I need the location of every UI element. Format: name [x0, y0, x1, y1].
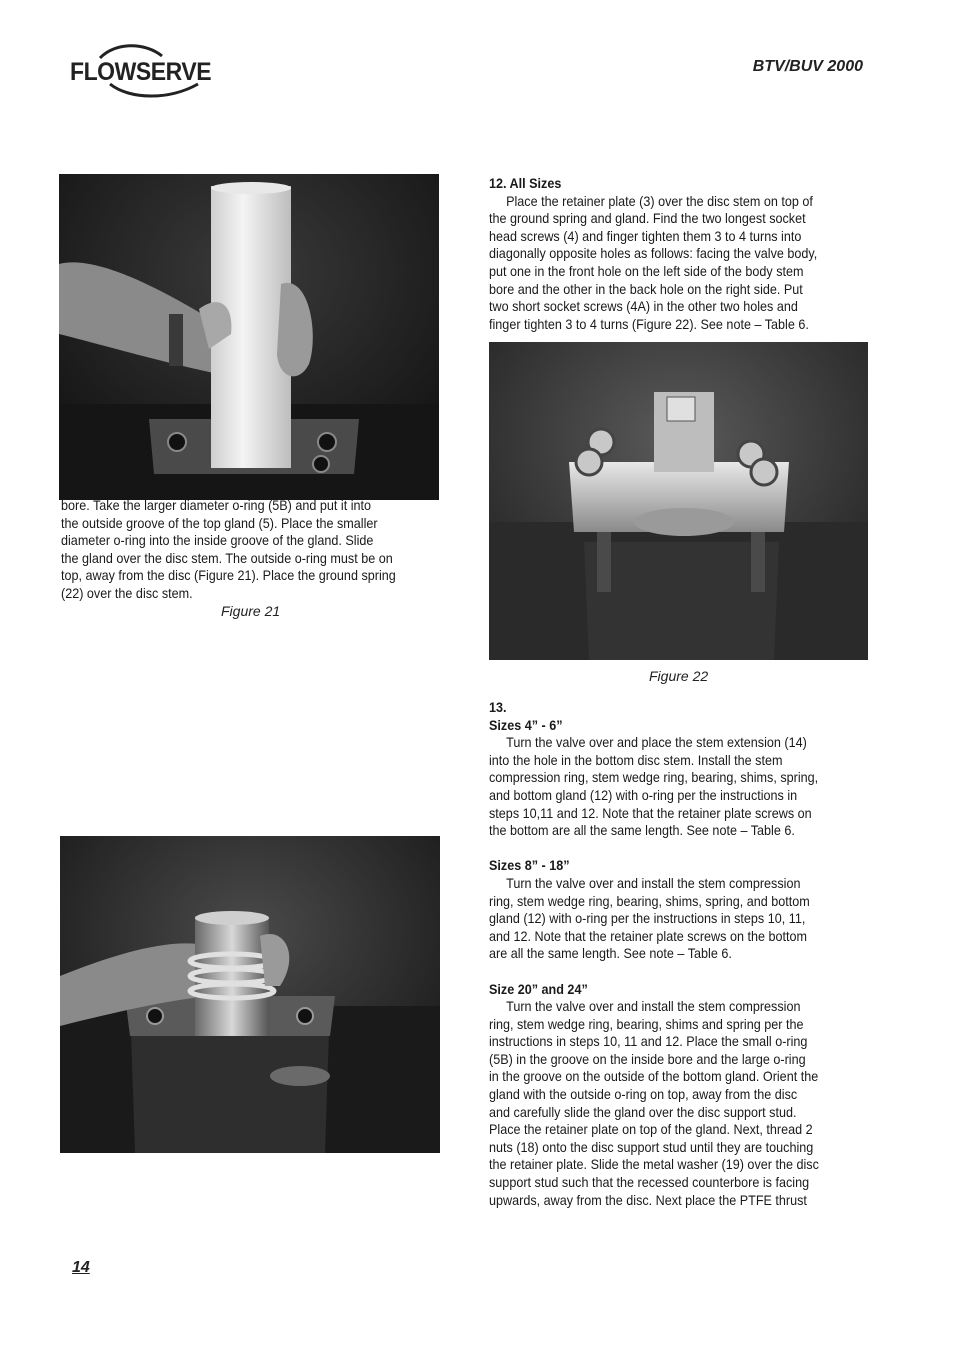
step-13-section: [489, 699, 865, 1209]
text-line: bore and the other in the back hole on the right side. Put: [489, 280, 803, 297]
text-line: diameter o-ring into the inside groove of the gland. Slide: [61, 532, 374, 549]
text-line: two short socket screws (4A) in the other two holes and: [489, 298, 798, 315]
document-id: BTV/BUV 2000: [752, 58, 863, 75]
text-line: bore. Take the larger diameter o-ring (5B) and put it into: [61, 497, 372, 513]
step-12-heading: 12. All Sizes: [489, 175, 562, 191]
figure-22-photo: [489, 342, 868, 660]
text-line: instructions in steps 10, 11 and 12. Place the small o-ring: [489, 1033, 808, 1050]
page-number: 14: [72, 1259, 90, 1276]
text-line: put one in the front hole on the left side of the body stem: [489, 262, 804, 279]
text-line: and carefully slide the gland over the disc support stud.: [489, 1103, 797, 1120]
text-line: the gland over the disc stem. The outside o-ring must be on: [61, 549, 393, 566]
text-line: upwards, away from the disc. Next place the PTFE thrust: [489, 1191, 807, 1208]
text-line: and 12. Note that the retainer plate screws on the bottom: [489, 927, 807, 944]
text-line: finger tighten 3 to 4 turns (Figure 22). See note – Table 6.: [489, 315, 809, 332]
text-line: into the hole in the bottom disc stem. Install the stem: [489, 751, 783, 768]
text-line: Place the retainer plate on top of the gland. Next, thread 2: [489, 1121, 813, 1138]
figure-21-caption: Figure 21: [221, 603, 281, 619]
sizes-8-18-heading: Sizes 8” - 18”: [489, 857, 570, 874]
sizes-4-6-heading: Sizes 4” - 6”: [489, 716, 563, 733]
figure-22-caption: Figure 22: [649, 668, 709, 684]
text-line: diagonally opposite holes as follows: facing the valve body,: [489, 245, 818, 262]
text-line: ring, stem wedge ring, bearing, shims and spring per the: [489, 1015, 804, 1032]
text-line: the bottom are all the same length. See note – Table 6.: [489, 822, 795, 839]
text-line: and bottom gland (12) with o-ring per the instructions in: [489, 786, 798, 803]
text-line: compression ring, stem wedge ring, bearing, shims, spring,: [489, 769, 819, 786]
text-line: Place the retainer plate (3) over the disc stem on top of: [506, 192, 813, 209]
text-line: support stud such that the recessed counterbore is facing: [489, 1174, 810, 1191]
text-line: steps 10,11 and 12. Note that the retainer plate screws on: [489, 804, 812, 821]
text-line: top, away from the disc (Figure 21). Place the ground spring: [61, 567, 396, 584]
left-paragraph: [61, 497, 437, 603]
step-12-section: [489, 175, 865, 333]
text-line: in the groove on the outside of the bottom gland. Orient the: [489, 1068, 819, 1085]
text-line: Turn the valve over and install the stem compression: [506, 874, 801, 891]
flowserve-logo: [70, 44, 215, 100]
text-line: (22) over the disc stem.: [61, 584, 193, 601]
text-line: Turn the valve over and install the stem compression: [506, 998, 801, 1015]
text-line: gland with the outside o-ring on top, away from the disc: [489, 1086, 798, 1103]
text-line: the ground spring and gland. Find the two longest socket: [489, 210, 806, 227]
text-line: the outside groove of the top gland (5). Place the smaller: [61, 514, 378, 531]
text-line: (5B) in the groove on the inside bore and the large o-ring: [489, 1050, 806, 1067]
text-line: are all the same length. See note – Table 6.: [489, 945, 732, 962]
sizes-20-24-heading: Size 20” and 24”: [489, 980, 588, 997]
text-line: head screws (4) and finger tighten them 3 to 4 turns into: [489, 227, 802, 244]
figure-21-photo: [59, 174, 439, 500]
text-line: the retainer plate. Slide the metal washer (19) over the disc: [489, 1156, 819, 1173]
logo-wordmark: FLOWSERVE: [70, 58, 212, 86]
step-13-photo: [60, 836, 440, 1153]
step-13-number: 13.: [489, 699, 507, 715]
text-line: gland (12) with o-ring per the instructions in steps 10, 11,: [489, 910, 806, 927]
text-line: ring, stem wedge ring, bearing, shims, spring, and bottom: [489, 892, 810, 909]
text-line: nuts (18) onto the disc support stud until they are touching: [489, 1138, 814, 1155]
text-line: Turn the valve over and place the stem extension (14): [506, 734, 807, 751]
